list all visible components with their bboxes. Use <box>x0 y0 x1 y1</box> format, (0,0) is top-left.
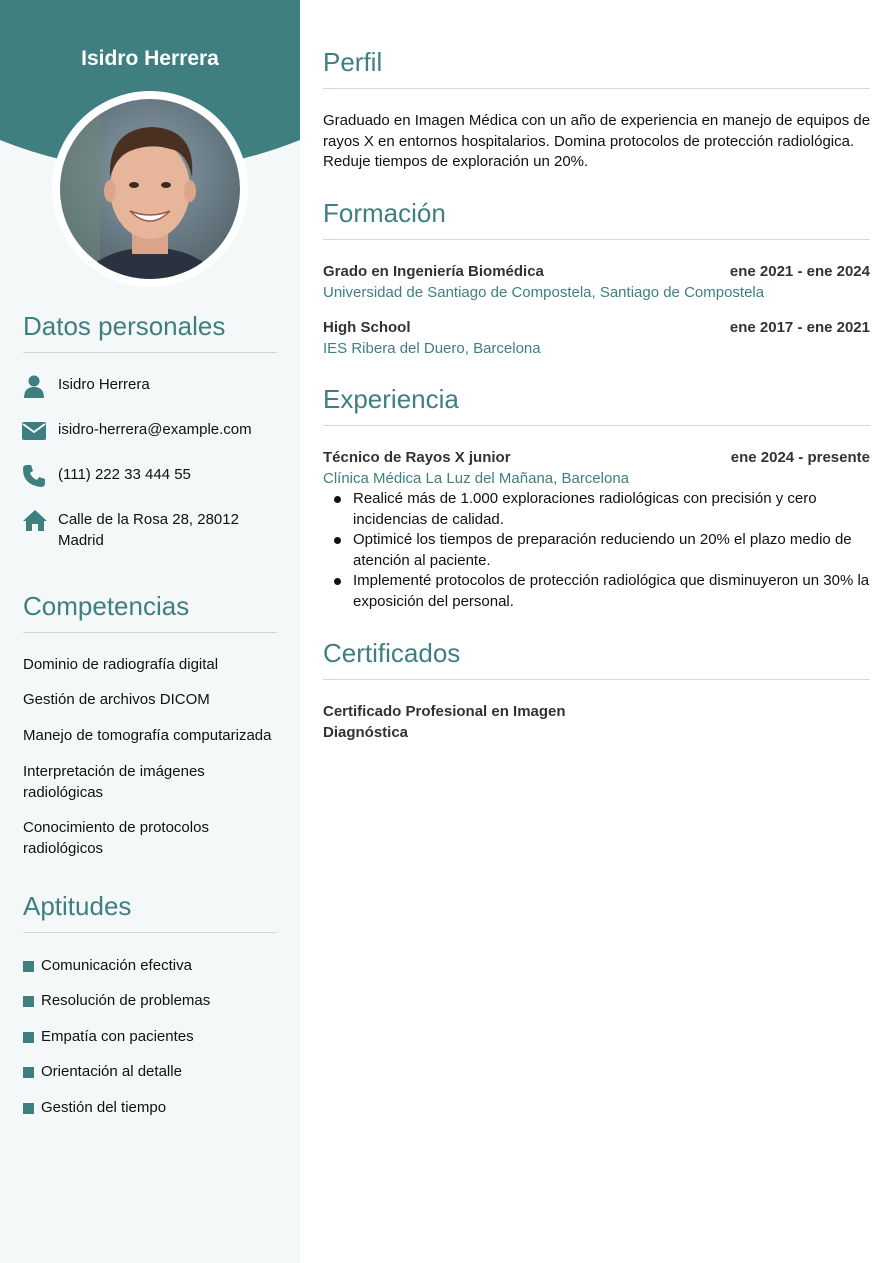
experiencia-role: Técnico de Rayos X junior <box>323 449 511 466</box>
perfil-text: Graduado en Imagen Médica con un año de experiencia en manejo de equipos de rayos X en entornos hospitalarios. Domina protocolos de protección radiológica. Reduje tiempos de exploración un 20%. <box>323 112 871 170</box>
list-item: Optimicé los tiempos de preparación reduciendo un 20% el plazo medio de atención al paciente. <box>323 530 873 571</box>
list-item: Implementé protocolos de protección radiológica que disminuyeron un 30% la exposición del personal. <box>323 571 873 612</box>
envelope-icon <box>22 419 46 443</box>
competencia-item: Dominio de radiografía digital <box>23 656 219 673</box>
square-bullet-icon <box>23 1032 34 1043</box>
user-icon <box>22 374 46 398</box>
sidebar: Isidro Herrera Datos personales Isidro Herrera isidro-herrera@example.com (111) 222 33 444 55 Calle de la Rosa 28, 28012 Madrid Competencias Dominio de radiografía digital Gestión de archivos DICOM Manejo de tomografía computarizada Interpretación de imágenes radiológicas Conocimiento de protocolos radiológicos Aptitudes Comunicación efectiva Resolución de problemas Empatía con pacientes Orientación al detalle Gestión del tiempo <box>0 0 300 1263</box>
square-bullet-icon <box>23 961 34 972</box>
experiencia-date: ene 2024 - presente <box>730 449 870 466</box>
aptitudes-title: Aptitudes <box>23 891 277 933</box>
square-bullet-icon <box>23 996 34 1007</box>
contact-email[interactable]: isidro-herrera@example.com <box>58 421 252 438</box>
profile-photo <box>60 99 240 279</box>
formacion-institution: Universidad de Santiago de Compostela, Santiago de Compostela <box>323 284 765 301</box>
formacion-date: ene 2017 - ene 2021 <box>729 319 870 336</box>
competencia-item: Manejo de tomografía computarizada <box>23 727 272 744</box>
certificados-title: Certificados <box>323 638 870 680</box>
formacion-title: Formación <box>323 198 870 240</box>
perfil-title: Perfil <box>323 47 870 89</box>
square-bullet-icon <box>23 1103 34 1114</box>
formacion-institution: IES Ribera del Duero, Barcelona <box>323 340 541 357</box>
experiencia-company: Clínica Médica La Luz del Mañana, Barcelona <box>323 470 630 487</box>
phone-icon <box>22 464 46 488</box>
competencia-item: Conocimiento de protocolos radiológicos <box>23 819 209 857</box>
formacion-degree: Grado en Ingeniería Biomédica <box>323 263 544 280</box>
contact-address: Calle de la Rosa 28, 28012 Madrid <box>58 511 239 549</box>
contact-name: Isidro Herrera <box>58 376 150 393</box>
personal-data-title: Datos personales <box>23 311 277 353</box>
sidebar-name: Isidro Herrera <box>81 47 219 70</box>
formacion-date: ene 2021 - ene 2024 <box>729 263 870 280</box>
square-bullet-icon <box>23 1067 34 1078</box>
competencia-item: Gestión de archivos DICOM <box>23 691 210 708</box>
formacion-degree: High School <box>323 319 411 336</box>
certificado-item: Certificado Profesional en Imagen Diagnóstica <box>323 703 566 741</box>
competencia-item: Interpretación de imágenes radiológicas <box>23 763 205 801</box>
competencias-title: Competencias <box>23 591 277 633</box>
contact-phone[interactable]: (111) 222 33 444 55 <box>58 466 191 483</box>
experiencia-bullets <box>323 489 873 612</box>
avatar <box>52 91 248 287</box>
experiencia-title: Experiencia <box>323 384 870 426</box>
home-icon <box>22 509 46 533</box>
list-item: Realicé más de 1.000 exploraciones radiológicas con precisión y cero incidencias de calidad. <box>323 489 873 530</box>
